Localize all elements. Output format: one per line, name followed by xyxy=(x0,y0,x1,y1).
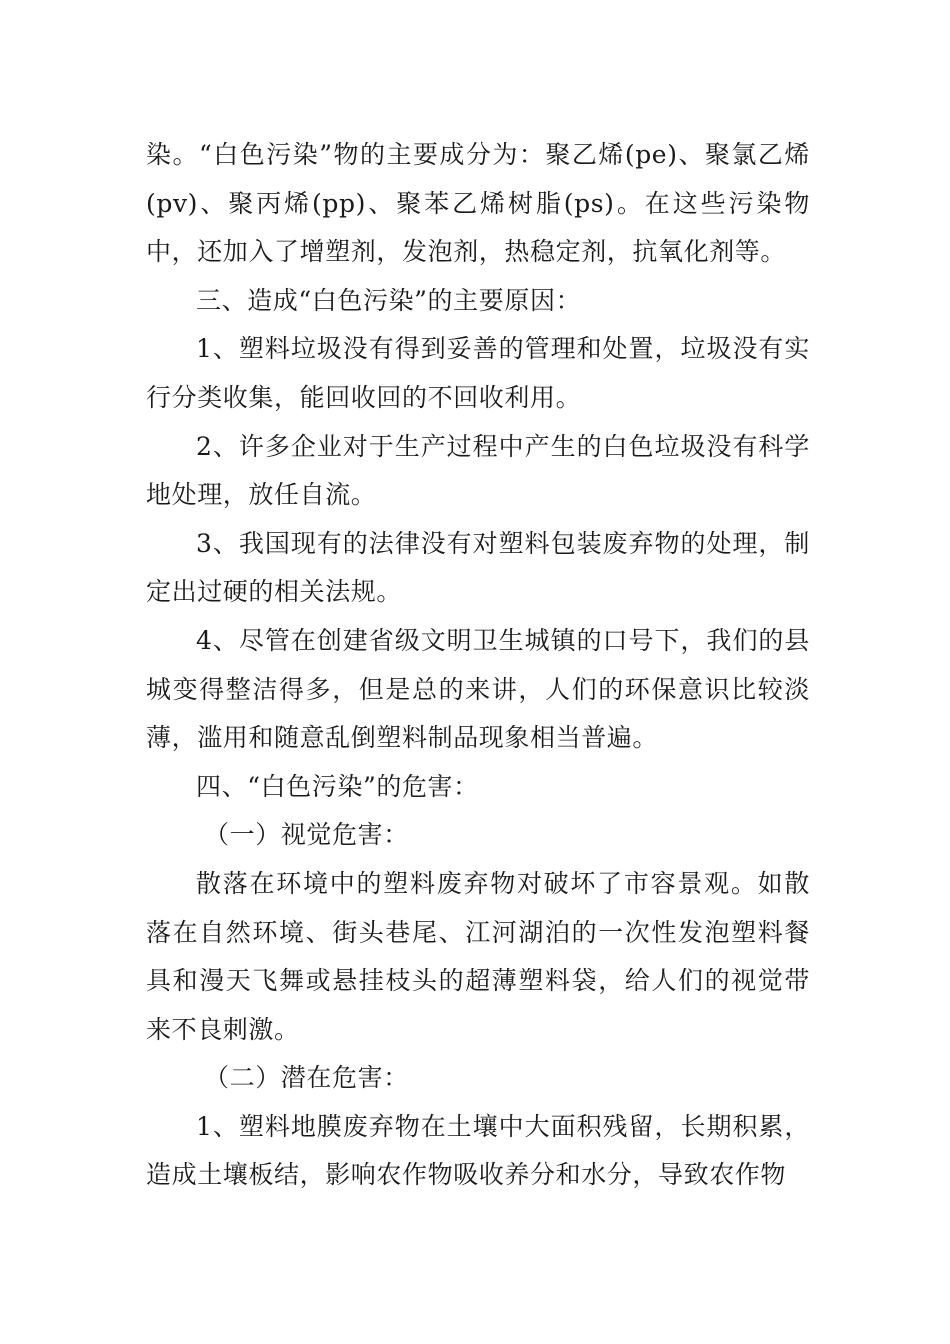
heading-section-three-causes: 三、造成“白色污染”的主要原因： xyxy=(196,285,582,315)
paragraph-potential-hazard-1: 1、塑料地膜废弃物在土壤中大面积残留，长期积累，造成土壤板结，影响农作物吸收养分和水分，导致农作物 xyxy=(146,1111,810,1190)
paragraph-cause-2: 2、许多企业对于生产过程中产生的白色垃圾没有科学地处理，放任自流。 xyxy=(146,431,810,510)
subheading-visual-hazard: （一）视觉危害： xyxy=(204,820,409,850)
paragraph-composition-continued: 染。“白色污染”物的主要成分为：聚乙烯(pe)、聚氯乙烯(pv)、聚丙烯(pp)、聚苯乙烯树脂(ps)。在这些污染物中，还加入了增塑剂，发泡剂，热稳定剂，抗氧化剂等。 xyxy=(146,140,810,267)
paragraph-visual-hazard: 散落在环境中的塑料废弃物对破坏了市容景观。如散落在自然环境、街头巷尾、江河湖泊的一次性发泡塑料餐具和漫天飞舞或悬挂枝头的超薄塑料袋，给人们的视觉带来不良刺激。 xyxy=(146,868,810,1044)
paragraph-cause-4: 4、尽管在创建省级文明卫生城镇的口号下，我们的县城变得整洁得多，但是总的来讲，人们的环保意识比较淡薄，滥用和随意乱倒塑料制品现象相当普遍。 xyxy=(146,625,810,753)
heading-section-four-hazards: 四、“白色污染”的危害： xyxy=(196,771,479,801)
paragraph-cause-3: 3、我国现有的法律没有对塑料包装废弃物的处理，制定出过硬的相关法规。 xyxy=(146,528,810,607)
subheading-potential-hazard: （二）潜在危害： xyxy=(204,1063,409,1093)
document-body xyxy=(146,131,810,1200)
paragraph-cause-1: 1、塑料垃圾没有得到妥善的管理和处置，垃圾没有实行分类收集，能回收回的不回收利用。 xyxy=(146,334,810,412)
